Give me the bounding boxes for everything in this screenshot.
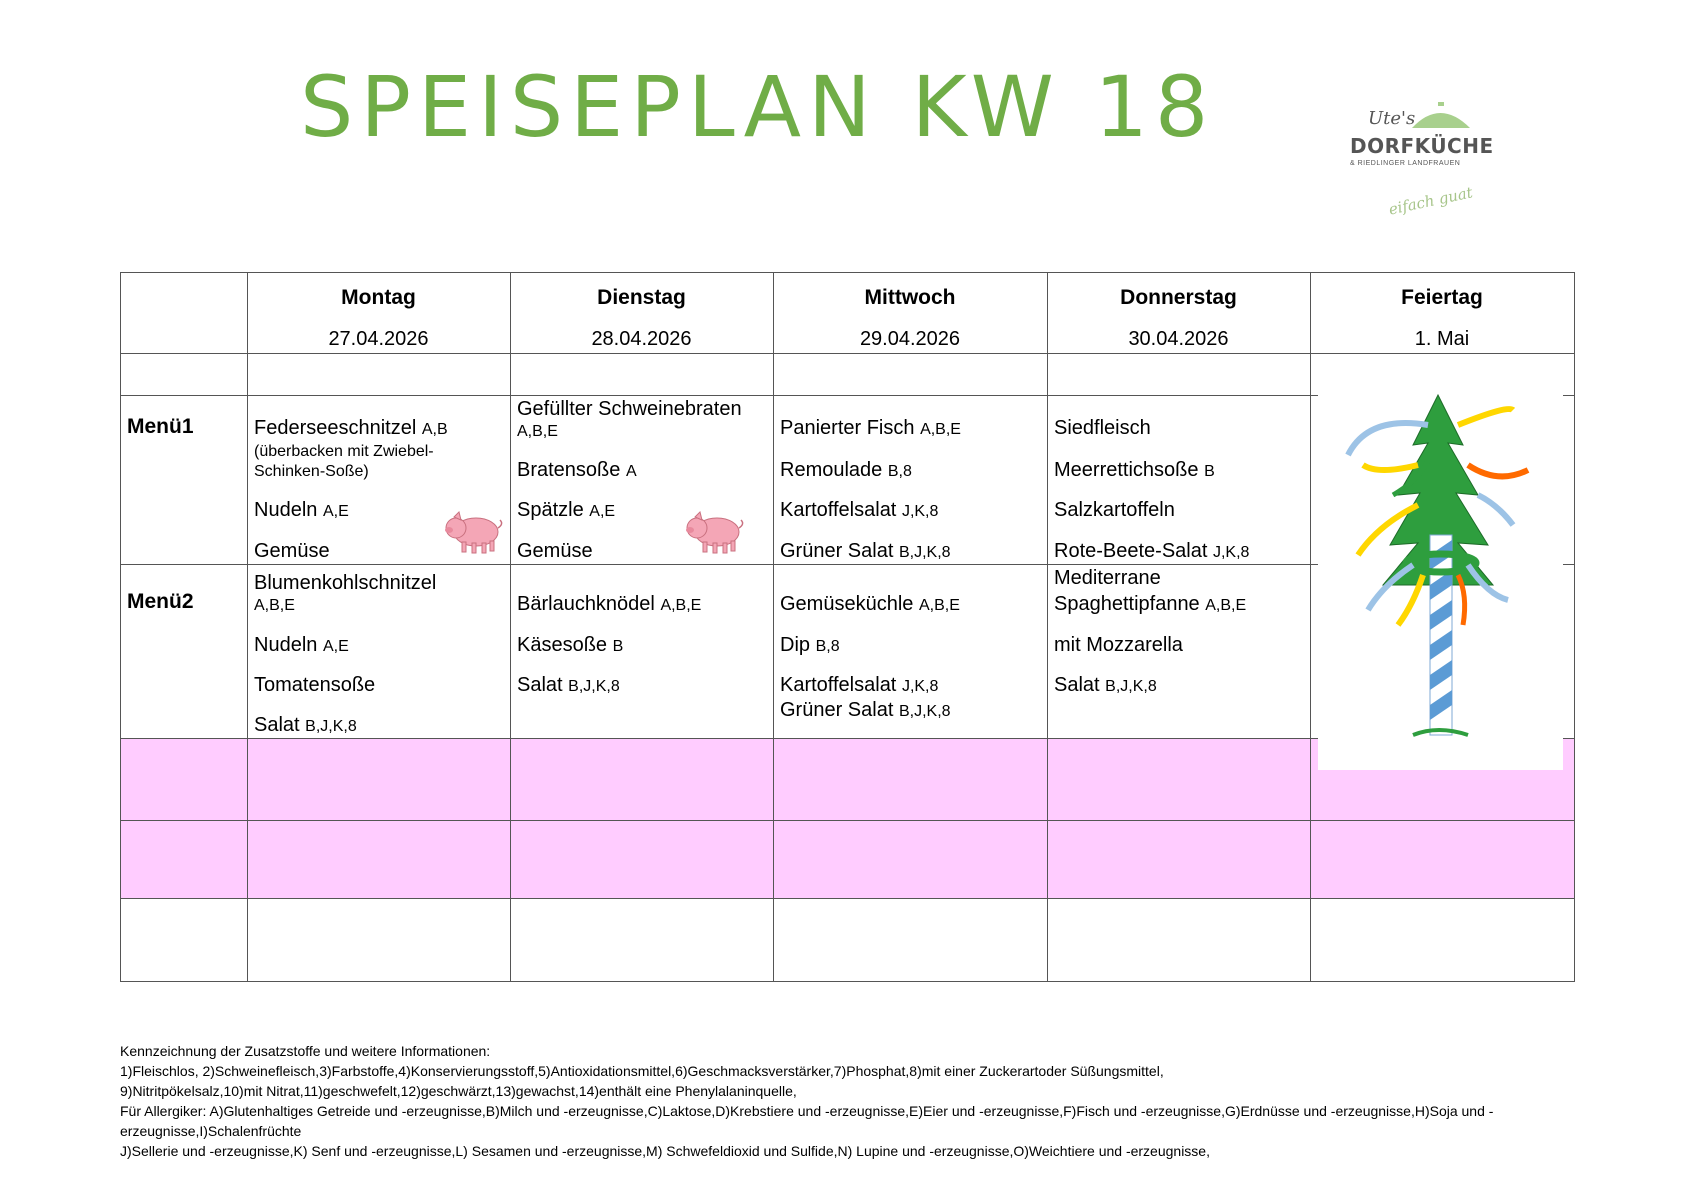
dorfkueche-logo bbox=[1350, 100, 1510, 230]
day-name-dienstag: Dienstag bbox=[597, 286, 686, 309]
dish: Mediterrane bbox=[1054, 567, 1161, 589]
dish: Gemüse bbox=[254, 540, 330, 562]
logo-slogan: eifach guat bbox=[1387, 183, 1475, 219]
footnote-line: Kennzeichnung der Zusatzstoffe und weitere Informationen: bbox=[120, 1043, 491, 1059]
dish: Salat B,J,K,8 bbox=[517, 674, 620, 696]
dish: Salat B,J,K,8 bbox=[1054, 674, 1157, 696]
logo-brand: DORFKÜCHE bbox=[1350, 134, 1494, 158]
dish: Grüner Salat B,J,K,8 bbox=[780, 699, 951, 721]
dish: mit Mozzarella bbox=[1054, 634, 1183, 656]
day-date-dienstag: 28.04.2026 bbox=[591, 328, 692, 350]
dish: Spaghettipfanne A,B,E bbox=[1054, 593, 1247, 615]
day-date-feiertag: 1. Mai bbox=[1414, 328, 1470, 350]
dish: Gefüllter Schweinebraten bbox=[517, 398, 742, 420]
day-date-donnerstag: 30.04.2026 bbox=[1128, 328, 1229, 350]
dish: Gemüseküchle A,B,E bbox=[780, 593, 960, 615]
dish: Grüner Salat B,J,K,8 bbox=[780, 540, 951, 562]
pig-icon bbox=[683, 508, 745, 556]
dish: Siedfleisch bbox=[1054, 417, 1151, 439]
day-date-mittwoch: 29.04.2026 bbox=[859, 328, 961, 350]
dish: Käsesoße B bbox=[517, 634, 624, 656]
footnote-line: J)Sellerie und -erzeugnisse,K) Senf und -erzeugnisse,L) Sesamen und -erzeugnisse,M) Schwefeldioxid und Sulfide,N) Lupine und -erzeugnisse,O)Weichtiere und -erzeugnisse, bbox=[120, 1143, 1210, 1159]
dish: A,B,E bbox=[517, 423, 558, 440]
dish: Meerrettichsoße B bbox=[1054, 459, 1215, 481]
logo-script: Ute's bbox=[1368, 108, 1416, 129]
allergen-footnotes bbox=[120, 1041, 1560, 1161]
dish: A,B,E bbox=[254, 597, 295, 614]
footnote-line: 9)Nitritpökelsalz,10)mit Nitrat,11)geschwefelt,12)geschwärzt,13)gewachst,14)enthält eine Phenylalaninquelle, bbox=[120, 1083, 797, 1099]
dish: Nudeln A,E bbox=[254, 634, 349, 656]
row-label-menu2: Menü2 bbox=[127, 590, 194, 613]
dish: Tomatensoße bbox=[254, 674, 376, 696]
page-title: SPEISEPLAN KW 18 bbox=[300, 58, 1216, 156]
footnote-line: 1)Fleischlos, 2)Schweinefleisch,3)Farbstoffe,4)Konservierungsstoff,5)Antioxidationsmittel,6)Geschmacksverstärker,7)Phosphat,8)mit einer Zuckerartoder Süßungsmittel, bbox=[120, 1063, 1164, 1079]
dish: Salat B,J,K,8 bbox=[254, 714, 357, 736]
pig-icon bbox=[442, 508, 504, 556]
dish: Panierter Fisch A,B,E bbox=[780, 417, 961, 439]
dish: Nudeln A,E bbox=[254, 499, 349, 521]
maypole-image bbox=[1318, 385, 1563, 770]
dish: Rote-Beete-Salat J,K,8 bbox=[1054, 540, 1250, 562]
day-name-feiertag: Feiertag bbox=[1401, 286, 1483, 309]
dish: Kartoffelsalat J,K,8 bbox=[780, 674, 939, 696]
dish-note: (überbacken mit Zwiebel- Schinken-Soße) bbox=[254, 443, 434, 480]
dish: Spätzle A,E bbox=[517, 499, 616, 521]
dish: Dip B,8 bbox=[780, 634, 840, 656]
dish: Gemüse bbox=[517, 540, 593, 562]
day-name-montag: Montag bbox=[341, 286, 416, 309]
day-name-mittwoch: Mittwoch bbox=[864, 286, 956, 309]
dish: Blumenkohlschnitzel bbox=[254, 572, 437, 594]
dish: Bratensoße A bbox=[517, 459, 637, 481]
maypole-icon bbox=[1318, 385, 1563, 770]
dish: Federseeschnitzel A,B bbox=[254, 417, 448, 439]
dish: Salzkartoffeln bbox=[1054, 499, 1175, 521]
logo-sub: & RIEDLINGER LANDFRAUEN bbox=[1350, 160, 1461, 167]
day-name-donnerstag: Donnerstag bbox=[1120, 286, 1237, 309]
dish: Bärlauchknödel A,B,E bbox=[517, 593, 702, 615]
row-label-menu1: Menü1 bbox=[127, 415, 194, 438]
day-date-montag: 27.04.2026 bbox=[328, 328, 429, 350]
footnote-line: Für Allergiker: A)Glutenhaltiges Getreide und -erzeugnisse,B)Milch und -erzeugnisse,C)Laktose,D)Krebstiere und -erzeugnisse,E)Eier und -erzeugnisse,F)Fisch und -erzeugnisse,G)Erdnüsse und -erzeugnisse,H)Soja und -erzeugnisse,I)Schalenfrüchte bbox=[120, 1103, 1494, 1139]
dish: Remoulade B,8 bbox=[780, 459, 912, 481]
dish: Kartoffelsalat J,K,8 bbox=[780, 499, 939, 521]
